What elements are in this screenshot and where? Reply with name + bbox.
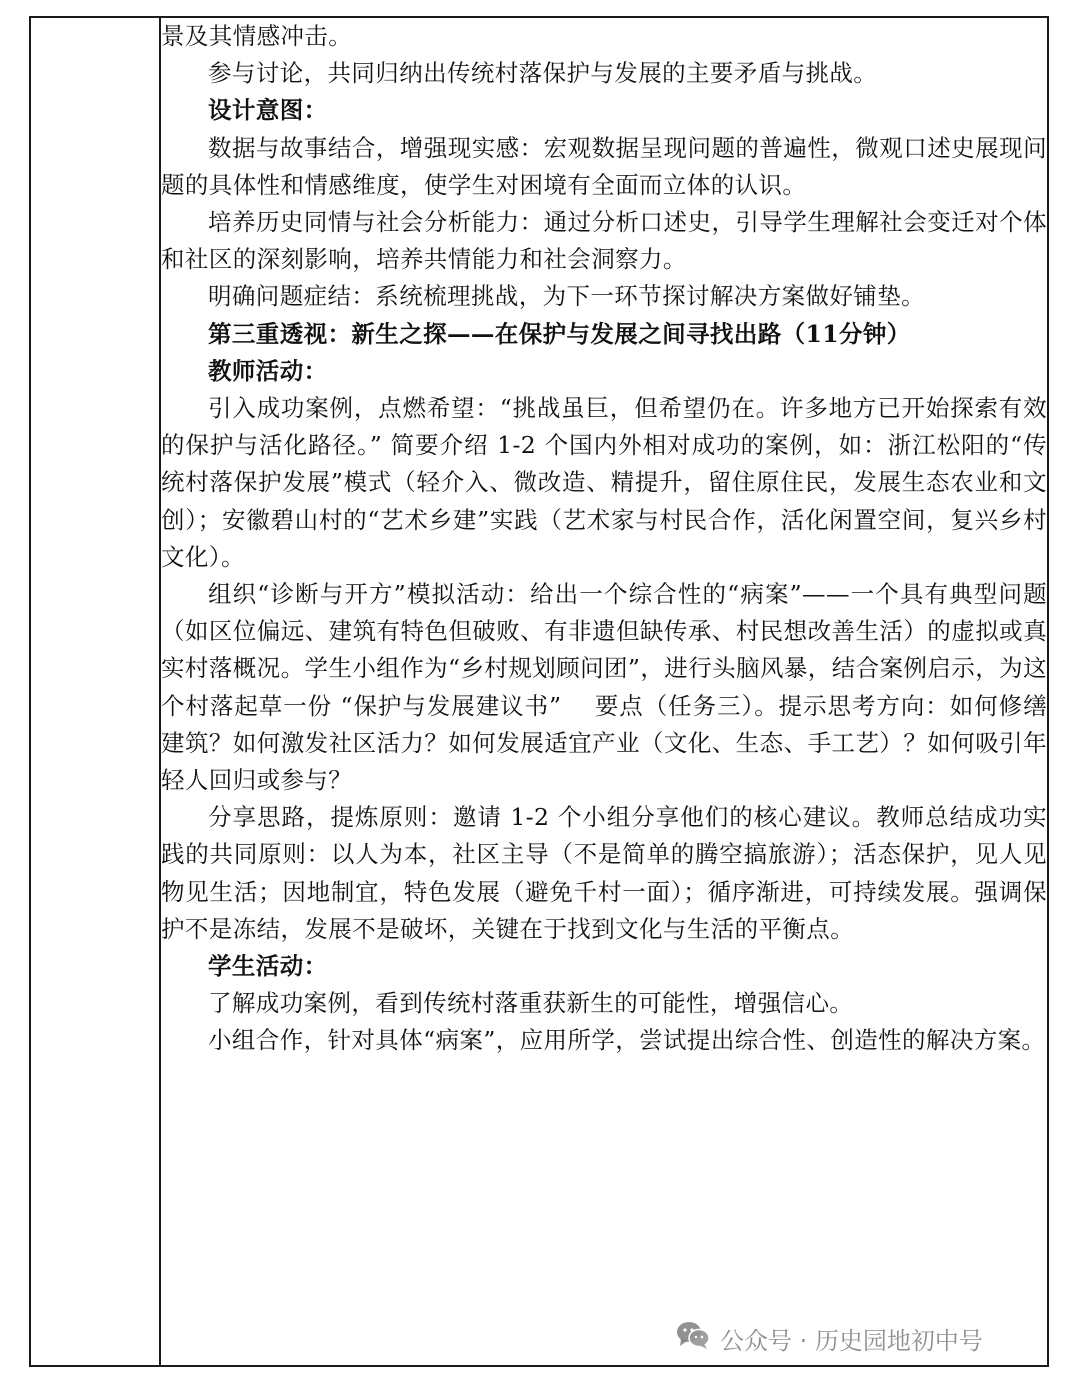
paragraph: 数据与故事结合，增强现实感：宏观数据呈现问题的普遍性，微观口述史展现问题的具体性和情感维度，使学生对困境有全面而立体的认识。: [161, 133, 1047, 199]
lesson-plan-table: [29, 16, 1049, 1367]
paragraph: 分享思路，提炼原则：邀请 1-2 个小组分享他们的核心建议。教师总结成功实践的共同原则：以人为本，社区主导（不是简单的腾空搞旅游）；活态保护，见人见物见生活；因地制宜，特色发展（避免千村一面）；循序渐进，可持续发展。强调保护不是冻结，发展不是破坏，关键在于找到文化与生活的平衡点。: [161, 803, 1047, 943]
paragraph: 小组合作，针对具体“病案”，应用所学，尝试提出综合性、创造性的解决方案。: [208, 1026, 1046, 1055]
watermark-text: 公众号 · 历史园地初中号: [720, 1326, 983, 1355]
content-cell: [160, 17, 1048, 1366]
lesson-content: [161, 18, 1047, 1060]
paragraph: 明确问题症结：系统梳理挑战，为下一环节探讨解决方案做好铺垫。: [208, 282, 925, 311]
section-heading: 学生活动：: [208, 952, 328, 981]
section-heading: 设计意图：: [208, 96, 328, 125]
paragraph: 组织“诊断与开方”模拟活动：给出一个综合性的“病案”——一个具有典型问题（如区位偏远、建筑有特色但破败、有非遗但缺传承、村民想改善生活）的虚拟或真实村落概况。学生小组作为“乡村规划顾问团”，进行头脑风暴，结合案例启示，为这个村落起草一份 “保护与发展建议书” 要点（任务三）。提示思考方向：如何修缮建筑？如何激发社区活力？如何发展适宜产业（文化、生态、手工艺）？如何吸引年轻人回归或参与？: [161, 580, 1047, 795]
paragraph: 参与讨论，共同归纳出传统村落保护与发展的主要矛盾与挑战。: [208, 59, 878, 88]
watermark: [672, 1318, 987, 1358]
wechat-icon: [676, 1320, 710, 1356]
paragraph: 引入成功案例，点燃希望：“挑战虽巨，但希望仍在。许多地方已开始探索有效的保护与活化路径。” 简要介绍 1-2 个国内外相对成功的案例，如：浙江松阳的“传统村落保护发展”模式（轻介入、微改造、精提升，留住原住民，发展生态农业和文创）；安徽碧山村的“艺术乡建”实践（艺术家与村民合作，活化闲置空间，复兴乡村文化）。: [161, 394, 1047, 571]
paragraph: 培养历史同情与社会分析能力：通过分析口述史，引导学生理解社会变迁对个体和社区的深刻影响，培养共情能力和社会洞察力。: [161, 208, 1047, 274]
section-heading: 第三重透视：新生之探——在保护与发展之间寻找出路（11分钟）: [208, 319, 911, 348]
paragraph: 了解成功案例，看到传统村落重获新生的可能性，增强信心。: [208, 989, 854, 1018]
left-empty-cell: [30, 17, 160, 1366]
section-heading: 教师活动：: [208, 356, 328, 385]
paragraph: 景及其情感冲击。: [161, 22, 353, 50]
